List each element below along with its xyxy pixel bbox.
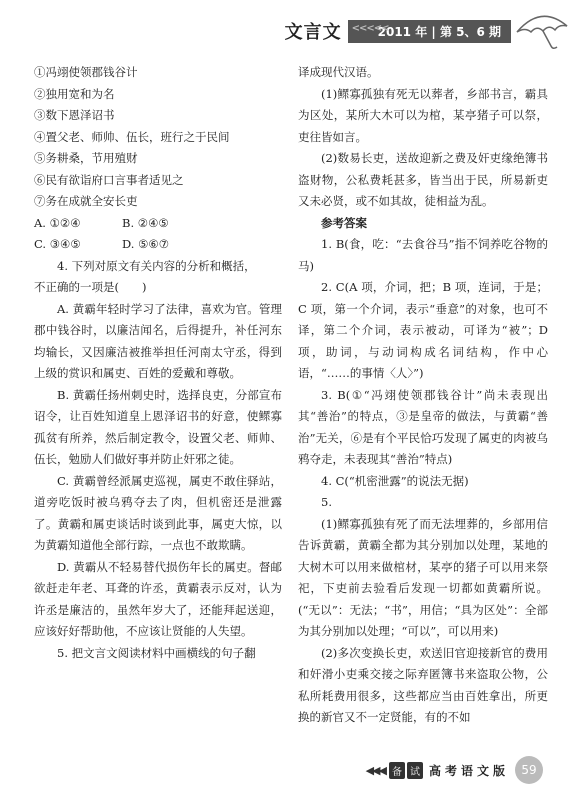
answer-3: 3. B(①“冯翊使领郡钱谷计”尚未表现出其“善治”的特点，③是皇帝的做法，与黄霸“善治”无关，⑥是有个平民恰巧发现了属吏的肉被乌鸦夺走，未表现其“善治”特点) [298, 387, 548, 466]
list-item: ②独用宽和为名 [34, 86, 115, 101]
answer-5-2: (2)多次变换长吏，欢送旧官迎接新官的费用和奸滑小吏乘交接之际弃匿簿书来盗取公物，公私所耗费用很多，这些都应当由百姓拿出，所更换的新官又不一定贤能，有的不如 [298, 645, 548, 724]
right-column [298, 62, 548, 729]
issue-label: <<<<< 2011 年 | 第 5、6 期 [348, 20, 511, 43]
q5-sentence-1: (1)鳏寡孤独有死无以葬者，乡部书言，霸具为区处，某所大木可以为棺，某亭猪子可以祭，吏往皆如言。 [298, 86, 548, 144]
q4-option-b: B. 黄霸任扬州刺史时，选择良吏，分部宣布诏令，让百姓知道皇上恩泽诏书的好意，使鳏寡孤贫有所养，然后制定教令，设置父老、师帅、伍长，勉励人们做好事并防止奸邪之徒。 [34, 387, 282, 466]
list-item: ①冯翊使领郡钱谷计 [34, 65, 138, 79]
question-4: 4. 下列对原文有关内容的分析和概括， [57, 258, 256, 273]
option-a: A. ①②④ [34, 215, 81, 230]
question-5: 5. 把文言文阅读材料中画横线的句子翻 [57, 645, 256, 660]
arrows-icon: ◀◀◀ [365, 763, 385, 777]
umbrella-icon [511, 4, 571, 52]
footer-box-1: 备 [389, 762, 405, 779]
q4-option-d: D. 黄霸从不轻易替代损伤年长的属吏。督邮欲赶走年老、耳聋的许丞，黄霸表示反对，认为许丞是廉洁的，虽然年岁大了，还能拜起送迎，应该好好帮助他，不应该让贤能的人失望。 [34, 559, 282, 638]
options-row [34, 234, 282, 256]
q5-sentence-2: (2)数易长吏，送故迎新之费及奸吏缘绝簿书盗财物，公私费耗甚多，皆当出于民，所易新吏又未必贤，或不如其故，徒相益为乱。 [298, 151, 548, 208]
list-item: ④置父老、师帅、伍长，班行之于民间 [34, 129, 230, 144]
q4-option-a: A. 黄霸年轻时学习了法律，喜欢为官。管理郡中钱谷时，以廉洁闻名，后得提升，补任河东均输长，又因廉洁被推举担任河南太守丞，得到上级的赏识和属吏、百姓的爱戴和尊敬。 [34, 301, 282, 380]
list-item: ⑦务在成就全安长吏 [34, 194, 138, 208]
section-title: 文言文 [284, 22, 342, 43]
answers-heading: 参考答案 [321, 215, 367, 230]
footer-publication: 高考语文版 [428, 763, 509, 778]
option-d: D. ⑤⑥⑦ [122, 237, 170, 251]
page-footer [366, 756, 543, 784]
list-item: ③数下恩泽诏书 [34, 108, 115, 122]
q4-option-c: C. 黄霸曾经派属吏巡视，属吏不敢住驿站，道旁吃饭时被乌鸦夺去了肉，但机密还是泄露了。黄霸和属吏谈话时谈到此事，属吏大惊，以为黄霸知道他全部行踪，一点也不敢欺瞒。 [34, 473, 282, 552]
answer-1: 1. B(食，吃：“去食谷马”指不饲养吃谷物的马) [298, 237, 548, 273]
answer-5: 5. [321, 495, 332, 509]
footer-box-2: 试 [407, 762, 423, 779]
answer-4: 4. C(“机密泄露”的说法无据) [321, 473, 469, 488]
answer-5-1: (1)鳏寡孤独有死了而无法埋葬的，乡部用信告诉黄霸，黄霸全都为其分别加以处理，某地的大树木可以用来做棺材，某亭的猪子可以用来祭祀，下吏前去验看后发现一切都如黄霸所说。(“无以”：无法；“书”，用信；“具为区处”：全部为其分别加以处理；“可以”，可以用来) [298, 516, 548, 638]
list-item: ⑥民有欲诣府口言事者适见之 [34, 172, 184, 187]
option-c: C. ③④⑤ [34, 237, 81, 251]
option-b: B. ②④⑤ [122, 215, 169, 230]
page-header [285, 18, 511, 44]
page-number: 59 [515, 756, 543, 784]
question-5-cont: 译成现代汉语。 [298, 65, 379, 79]
list-item: ⑤务耕桑，节用殖财 [34, 151, 138, 165]
options-row [34, 213, 282, 235]
left-column [34, 62, 282, 664]
question-4-cont: 不正确的一项是( ) [34, 280, 147, 294]
answer-2: 2. C(A 项，介词，把；B 项，连词，于是；C 项，第一个介词，表示“垂意”的对象，也可不译，第二个介词，表示被动，可译为“被”；D 项，助词，与动词构成名词结构，作中心语，“……的事情〈人〉”) [298, 280, 548, 380]
